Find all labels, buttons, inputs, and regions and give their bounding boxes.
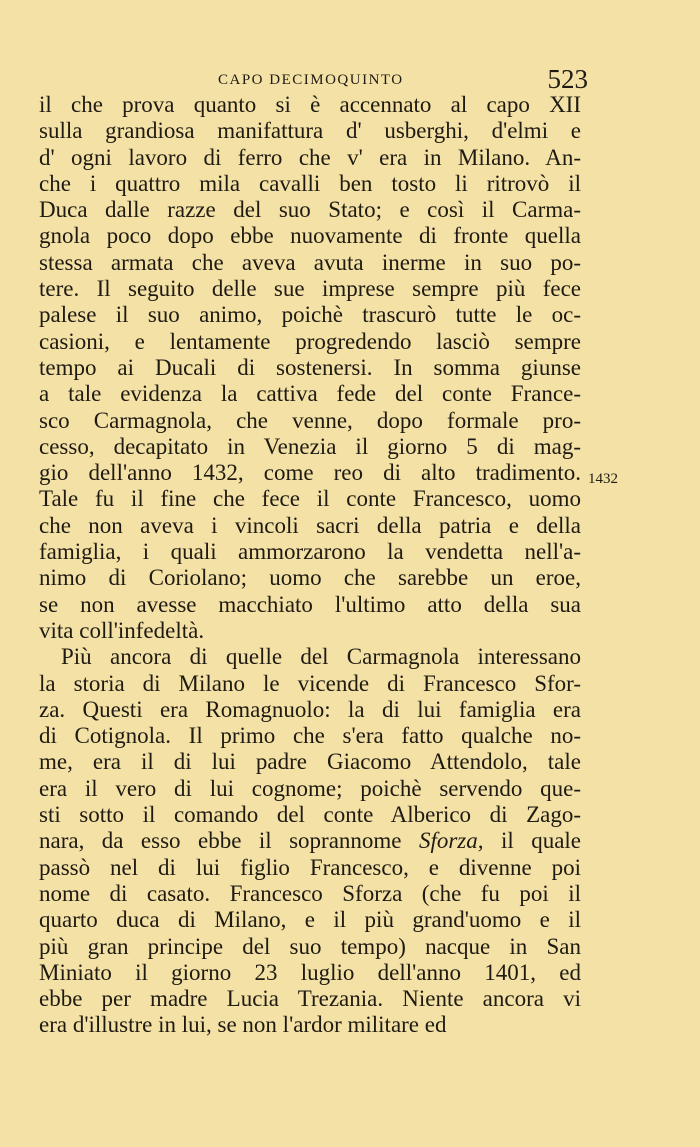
text-line: me, era il di lui padre Giacomo Attendolo, tale [39, 749, 581, 775]
text-line: nimo di Coriolano; uomo che sarebbe un eroe, [39, 565, 581, 591]
text-line: gnola poco dopo ebbe nuovamente di fronte quella [39, 223, 581, 249]
text-line: famiglia, i quali ammorzarono la vendetta nell'a- [39, 539, 581, 565]
text-line: la storia di Milano le vicende di Francesco Sfor- [39, 670, 581, 696]
text-line: Tale fu il fine che fece il conte Francesco, uomo [39, 486, 581, 512]
text-line: passò nel di lui figlio Francesco, e divenne poi [39, 854, 581, 880]
text-line: che i quattro mila cavalli ben tosto li ritrovò il [39, 170, 581, 196]
text-line: nome di casato. Francesco Sforza (che fu poi il [39, 880, 581, 906]
text-line: d' ogni lavoro di ferro che v' era in Milano. An- [39, 144, 581, 170]
text-line: se non avesse macchiato l'ultimo atto della sua [39, 591, 581, 617]
text-line: casioni, e lentamente progredendo lasciò sempre [39, 328, 581, 354]
body-text [39, 92, 581, 1039]
text-line: nara, da esso ebbe il soprannome Sforza, il quale [39, 828, 582, 854]
running-head: CAPO DECIMOQUINTO [218, 72, 404, 88]
text-line: a tale evidenza la cattiva fede del conte France- [39, 381, 581, 407]
text-line: di Cotignola. Il primo che s'era fatto qualche no- [39, 723, 581, 749]
text-line: quarto duca di Milano, e il più grand'uomo e il [39, 907, 581, 933]
text-line: più gran principe del suo tempo) nacque in San [39, 933, 581, 959]
text-line: stessa armata che aveva avuta inerme in suo po- [39, 249, 581, 275]
text-line: sco Carmagnola, che venne, dopo formale pro- [39, 407, 581, 433]
text-line: era il vero di lui cognome; poichè servendo que- [39, 775, 581, 801]
text-line: Miniato il giorno 23 luglio dell'anno 1401, ed [39, 959, 581, 985]
margin-year-note: 1432 [588, 471, 618, 487]
text-line: ebbe per madre Lucia Trezania. Niente ancora vi [39, 986, 581, 1012]
text-line: Duca dalle razze del suo Stato; e così il Carma- [39, 197, 581, 223]
text-line: era d'illustre in lui, se non l'ardor militare ed [39, 1012, 447, 1038]
text-line: palese il suo animo, poichè trascurò tutte le oc- [39, 302, 581, 328]
text-line: tempo ai Ducali di sostenersi. In somma giunse [39, 354, 581, 380]
text-line: vita coll'infedeltà. [39, 617, 205, 643]
text-line: gio dell'anno 1432, come reo di alto tradimento. [39, 460, 581, 486]
text-line: sti sotto il comando del conte Alberico di Zago- [39, 802, 581, 828]
text-line: Più ancora di quelle del Carmagnola interessano [61, 644, 581, 670]
text-line: tere. Il seguito delle sue imprese sempre più fece [39, 276, 581, 302]
page-number: 523 [547, 64, 588, 94]
text-line: che non aveva i vincoli sacri della patria e della [39, 512, 581, 538]
text-line: za. Questi era Romagnuolo: la di lui famiglia era [39, 696, 581, 722]
page-header [38, 66, 588, 94]
text-line: cesso, decapitato in Venezia il giorno 5 di mag- [39, 433, 581, 459]
text-line: il che prova quanto si è accennato al capo XII [39, 92, 581, 117]
text-line: sulla grandiosa manifattura d' usberghi, d'elmi e [39, 118, 581, 144]
